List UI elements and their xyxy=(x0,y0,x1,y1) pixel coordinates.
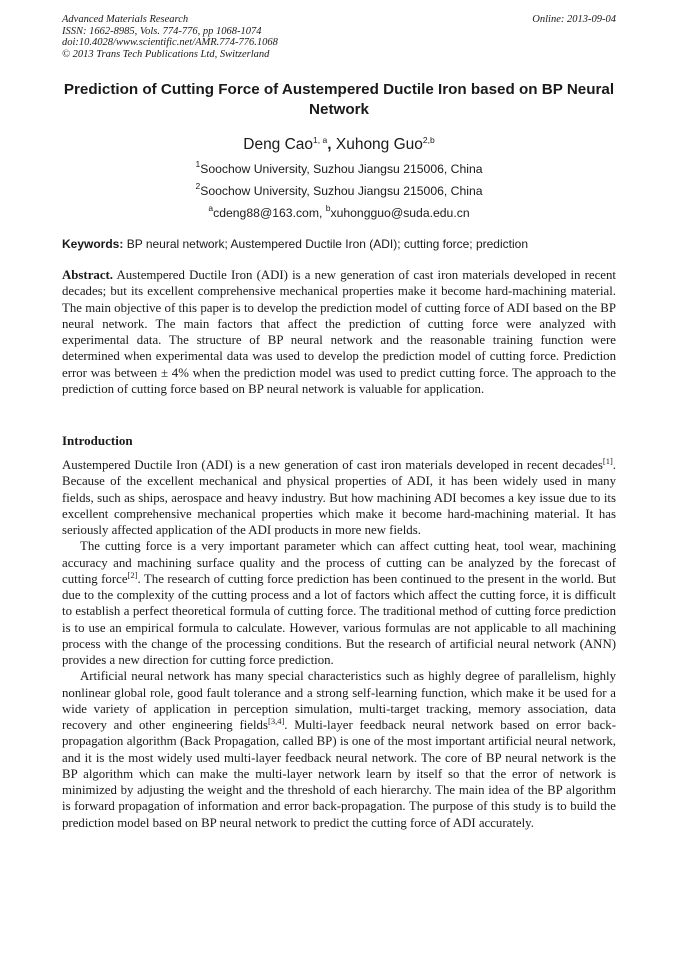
intro-paragraph-1 xyxy=(62,457,616,538)
journal-issn: ISSN: 1662-8985, Vols. 774-776, pp 1068-1074 xyxy=(62,25,262,37)
email-a-sup: a xyxy=(208,203,214,213)
journal-name: Advanced Materials Research xyxy=(62,14,189,25)
author-emails xyxy=(62,200,616,221)
intro-paragraph-2 xyxy=(62,538,616,668)
abstract-text: Austempered Ductile Iron (ADI) is a new generation of cast iron materials developed in recent decades; but its excellent comprehensive mechanical properties make it become hard-machining material. The main objective of this paper is to develop the prediction model of cutting force of ADI based on the BP neural network. The main factors that affect the prediction of cutting force were analyzed with experimental data. The structure of BP neural network and the reasonable training function were determined when experimental data was used to develop the prediction model of cutting force. Prediction error was between ± 4% when the prediction model was used to predict cutting force. The approach to the prediction of cutting force based on BP neural network is valuable for application. xyxy=(62,268,616,396)
intro-p1-text-b: . Because of the excellent mechanical and physical properties of ADI, it has been widely used in many fields, such as ships, aerospace and heavy industry. But how machining ADI becomes a key issue due to its excellent comprehensive mechanical properties which make it become hard-machining material. It has seriously affected application of the ADI products in more new fields. xyxy=(62,458,616,537)
abstract-label: Abstract. xyxy=(62,268,114,282)
affiliation-2-sup: 2 xyxy=(195,181,201,191)
citation-1: [1] xyxy=(602,456,613,466)
journal-copyright: © 2013 Trans Tech Publications Ltd, Switzerland xyxy=(62,48,270,60)
intro-p3-text-a: Artificial neural network has many special characteristics such as highly degree of parallelism, highly nonlinear global role, good fault tolerance and a strong self-learning function, which make it be used for a wide variety of application in perception simulation, multi-target tracking, memory association, data recovery and other engineering fields xyxy=(62,669,616,732)
abstract xyxy=(62,267,616,397)
section-heading-introduction: Introduction xyxy=(62,433,133,448)
intro-p2-text-a: The cutting force is a very important parameter which can affect cutting heat, tool wear, machining accuracy and machining surface quality and the process of cutting can be analyzed by the forecast of cutting force xyxy=(62,539,616,586)
journal-doi: doi:10.4028/www.scientific.net/AMR.774-776.1068 xyxy=(62,37,278,48)
author-2-name: Xuhong Guo xyxy=(335,136,423,153)
affiliation-1 xyxy=(62,156,616,177)
introduction-body xyxy=(62,457,616,831)
keywords xyxy=(62,236,616,252)
email-a: cdeng88@163.com, xyxy=(213,206,326,220)
author-separator: , xyxy=(327,136,336,153)
intro-p3-text-b: . Multi-layer feedback neural network based on error back-propagation algorithm (Back Propagation, called BP) is one of the most important artificial neural network, and it is the most widely used multi-layer feedback neural network. The core of BP neural network is the BP algorithm which can make the multi-layer network learn by itself so that the error of network is minimized by adjusting the weight and the threshold of each hierarchy. The main idea of the BP algorithm is forward propagation of information and error back-propagation. The purpose of this study is to build the prediction model based on BP neural network to predict the cutting force of ADI accurately. xyxy=(62,718,616,830)
keywords-text: BP neural network; Austempered Ductile Iron (ADI); cutting force; prediction xyxy=(123,237,528,251)
author-line xyxy=(62,130,616,155)
paper-title: Prediction of Cutting Force of Austempered Ductile Iron based on BP Neural Network xyxy=(63,81,615,118)
intro-p1-text-a: Austempered Ductile Iron (ADI) is a new generation of cast iron materials developed in recent decades xyxy=(62,458,603,472)
intro-p2-text-b: . The research of cutting force prediction has been continued to the present in the world. But due to the complexity of the cutting process and a lot of factors which affect the cutting force, it is difficult to establish a perfect theoretical formula of cutting force. The traditional method of cutting force prediction is to use an empirical formula to calculate. However, various formulas are not applicable to all machining process with the change of the processing conditions. But the research of artificial neural network (ANN) provides a new direction for cutting force prediction. xyxy=(62,571,616,667)
online-date: Online: 2013-09-04 xyxy=(532,14,616,25)
author-1-sup: 1, a xyxy=(313,135,328,145)
keywords-label: Keywords: xyxy=(62,237,124,251)
affiliation-2 xyxy=(62,178,616,199)
author-1-name: Deng Cao xyxy=(243,136,314,153)
affiliation-1-sup: 1 xyxy=(195,159,201,169)
email-b-sup: b xyxy=(325,203,331,213)
citation-3-4: [3,4] xyxy=(267,716,285,726)
author-2-sup: 2,b xyxy=(422,135,435,145)
journal-header xyxy=(62,14,616,60)
citation-2: [2] xyxy=(127,569,138,580)
affiliation-1-text: Soochow University, Suzhou Jiangsu 215006, China xyxy=(200,162,483,176)
intro-paragraph-3 xyxy=(62,668,616,831)
email-b: xuhongguo@suda.edu.cn xyxy=(330,206,470,220)
affiliation-2-text: Soochow University, Suzhou Jiangsu 215006, China xyxy=(200,184,483,198)
